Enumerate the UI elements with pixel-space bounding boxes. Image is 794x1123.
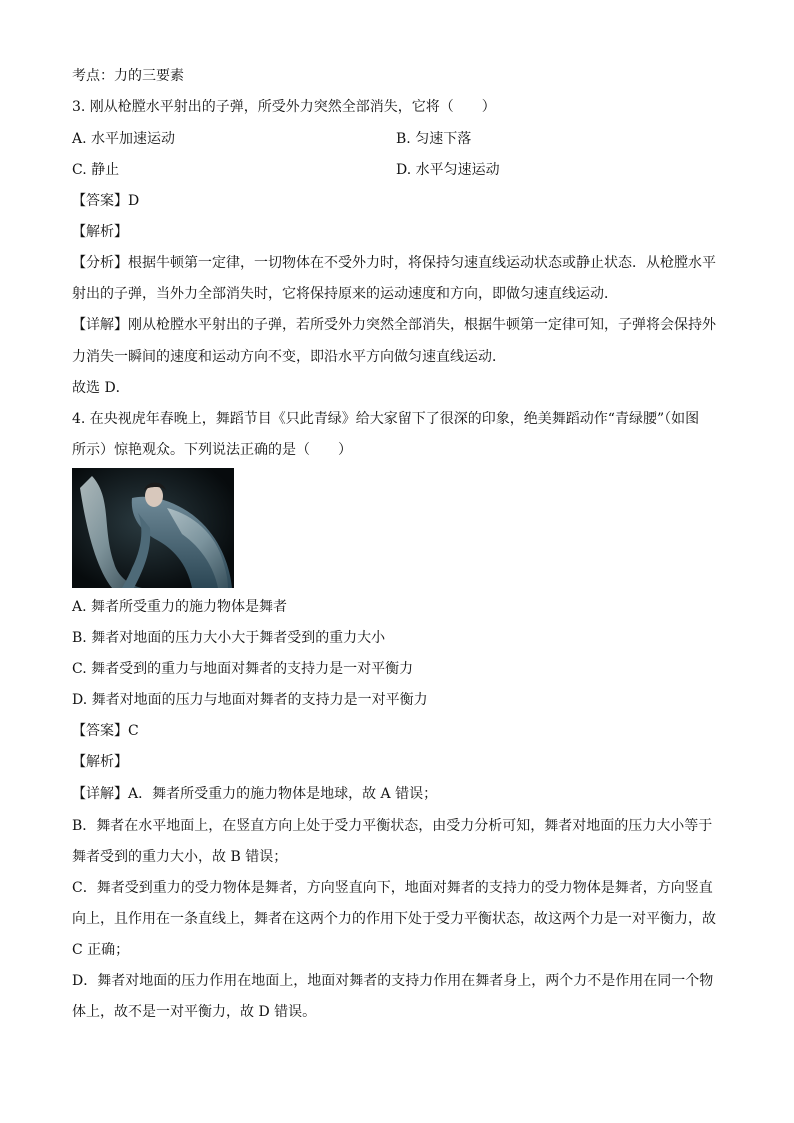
q4-detail-line-5: 向上，且作用在一条直线上，舞者在这两个力的作用下处于受力平衡状态，故这两个力是一对平衡力，故 [72,911,716,927]
q3-option-d: D. 水平匀速运动 [396,162,500,178]
q4-option-a: A. 舞者所受重力的施力物体是舞者 [72,599,288,615]
dancer-photo [72,468,234,588]
q3-option-c: C. 静止 [72,162,120,178]
q3-analysis-label: 【解析】 [72,224,128,240]
q3-option-a: A. 水平加速运动 [72,131,176,147]
q3-detail-line-2: 力消失一瞬间的速度和运动方向不变，即沿水平方向做匀速直线运动． [72,349,506,365]
q4-detail-line-7: D．舞者对地面的压力作用在地面上，地面对舞者的支持力作用在舞者身上，两个力不是作用在同一个物 [72,973,714,989]
q4-detail-line-8: 体上，故不是一对平衡力，故 D 错误。 [72,1004,317,1020]
q4-option-c: C. 舞者受到的重力与地面对舞者的支持力是一对平衡力 [72,661,414,677]
q3-stem: 3. 刚从枪膛水平射出的子弹，所受外力突然全部消失，它将（ ） [72,99,496,115]
q4-option-d: D. 舞者对地面的压力与地面对舞者的支持力是一对平衡力 [72,692,428,708]
q3-fenxi-line-1: 【分析】根据牛顿第一定律，一切物体在不受外力时，将保持匀速直线运动状态或静止状态．从枪膛水平 [72,255,716,271]
q3-detail-line-1: 【详解】刚从枪膛水平射出的子弹，若所受外力突然全部消失，根据牛顿第一定律可知，子弹将会保持外 [72,317,716,333]
q4-option-b: B. 舞者对地面的压力大小大于舞者受到的重力大小 [72,630,386,646]
q3-answer: 【答案】D [72,193,140,209]
q4-analysis-label: 【解析】 [72,754,128,770]
q4-answer: 【答案】C [72,723,139,739]
q4-detail-line-1: 【详解】A．舞者所受重力的施力物体是地球，故 A 错误； [72,786,438,802]
q4-stem-line-2: 所示）惊艳观众。下列说法正确的是（ ） [72,442,352,458]
q3-fenxi-line-2: 射出的子弹，当外力全部消失时，它将保持原来的运动速度和方向，即做匀速直线运动． [72,286,618,302]
q4-detail-line-3: 舞者受到的重力大小，故 B 错误； [72,849,288,865]
q4-detail-line-6: C 正确； [72,942,130,958]
q3-option-b: B. 匀速下落 [396,131,472,147]
q4-detail-line-2: B．舞者在水平地面上，在竖直方向上处于受力平衡状态，由受力分析可知，舞者对地面的压力大小等于 [72,818,713,834]
q4-detail-line-4: C．舞者受到重力的受力物体是舞者，方向竖直向下，地面对舞者的支持力的受力物体是舞者，方向竖直 [72,880,713,896]
q4-stem-line-1: 4. 在央视虎年春晚上，舞蹈节目《只此青绿》给大家留下了很深的印象，绝美舞蹈动作“青绿腰”（如图 [72,411,700,427]
q3-conclusion: 故选 D． [72,380,130,396]
topic-line: 考点：力的三要素 [72,68,184,84]
